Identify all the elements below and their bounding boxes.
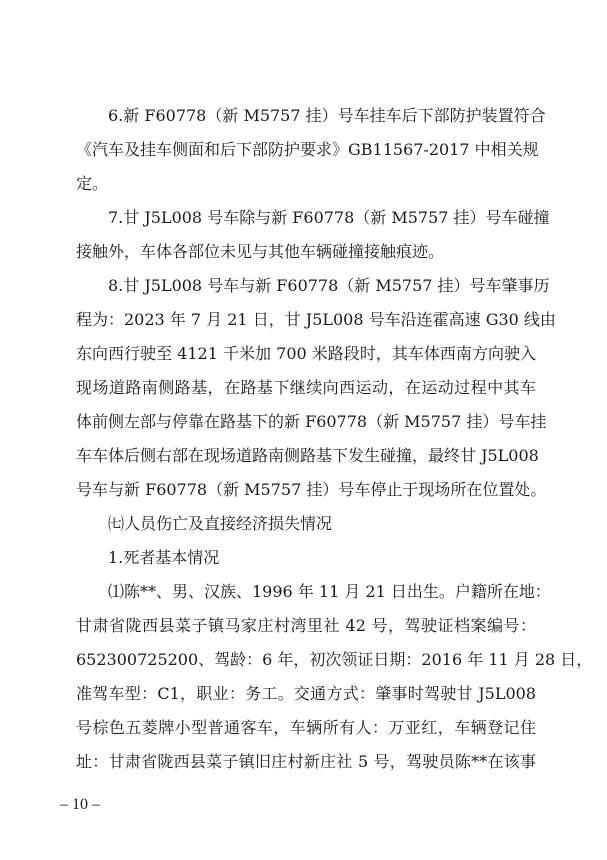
paragraph-line: 准驾车型：C1，职业：务工。交通方式：肇事时驾驶甘 J5L008 [76,684,536,703]
paragraph-line: 程为：2023 年 7 月 21 日，甘 J5L008 号车沿连霍高速 G30 线由 [76,310,556,329]
paragraph-line: 车车体后侧右部在现场道路南侧路基下发生碰撞，最终甘 J5L008 [76,446,539,465]
paragraph-line: 652300725200、驾龄：6 年，初次领证日期：2016 年 11 月 28 日， [76,650,593,669]
paragraph-line: ⑴陈**、男、汉族、1996 年 11 月 21 日出生。户籍所在地： [76,582,551,601]
paragraph-line: 址：甘肃省陇西县菜子镇旧庄村新庄社 5 号，驾驶员陈**在该事 [76,752,536,771]
paragraph-line: 6.新 F60778（新 M5757 挂）号车挂车后下部防护装置符合 [76,106,546,125]
paragraph-line: 接触外，车体各部位未见与其他车辆碰撞接触痕迹。 [76,242,445,261]
paragraph-line: 现场道路南侧路基，在路基下继续向西运动，在运动过程中其车 [76,378,536,397]
paragraph-line: 号车与新 F60778（新 M5757 挂）号车停止于现场所在位置处。 [76,480,547,499]
page-number: – 10 – [60,796,100,813]
paragraph-line: 甘肃省陇西县菜子镇马家庄村湾里社 42 号，驾驶证档案编号： [76,616,536,635]
paragraph-line: 号棕色五菱牌小型普通客车，车辆所有人：万亚红，车辆登记住 [76,718,536,737]
paragraph-line: 8.甘 J5L008 号车与新 F60778（新 M5757 挂）号车肇事历 [76,276,550,295]
section-heading: ㈦人员伤亡及直接经济损失情况 [76,514,333,533]
paragraph-line: 《汽车及挂车侧面和后下部防护要求》GB11567-2017 中相关规 [76,140,539,159]
subsection-heading: 1.死者基本情况 [76,548,220,567]
paragraph-line: 7.甘 J5L008 号车除与新 F60778（新 M5757 挂）号车碰撞 [76,208,550,227]
paragraph-line: 东向西行驶至 4121 千米加 700 米路段时，其车体西南方向驶入 [76,344,536,363]
paragraph-line: 定。 [76,174,109,193]
paragraph-line: 体前侧左部与停靠在路基下的新 F60778（新 M5757 挂）号车挂 [76,412,547,431]
